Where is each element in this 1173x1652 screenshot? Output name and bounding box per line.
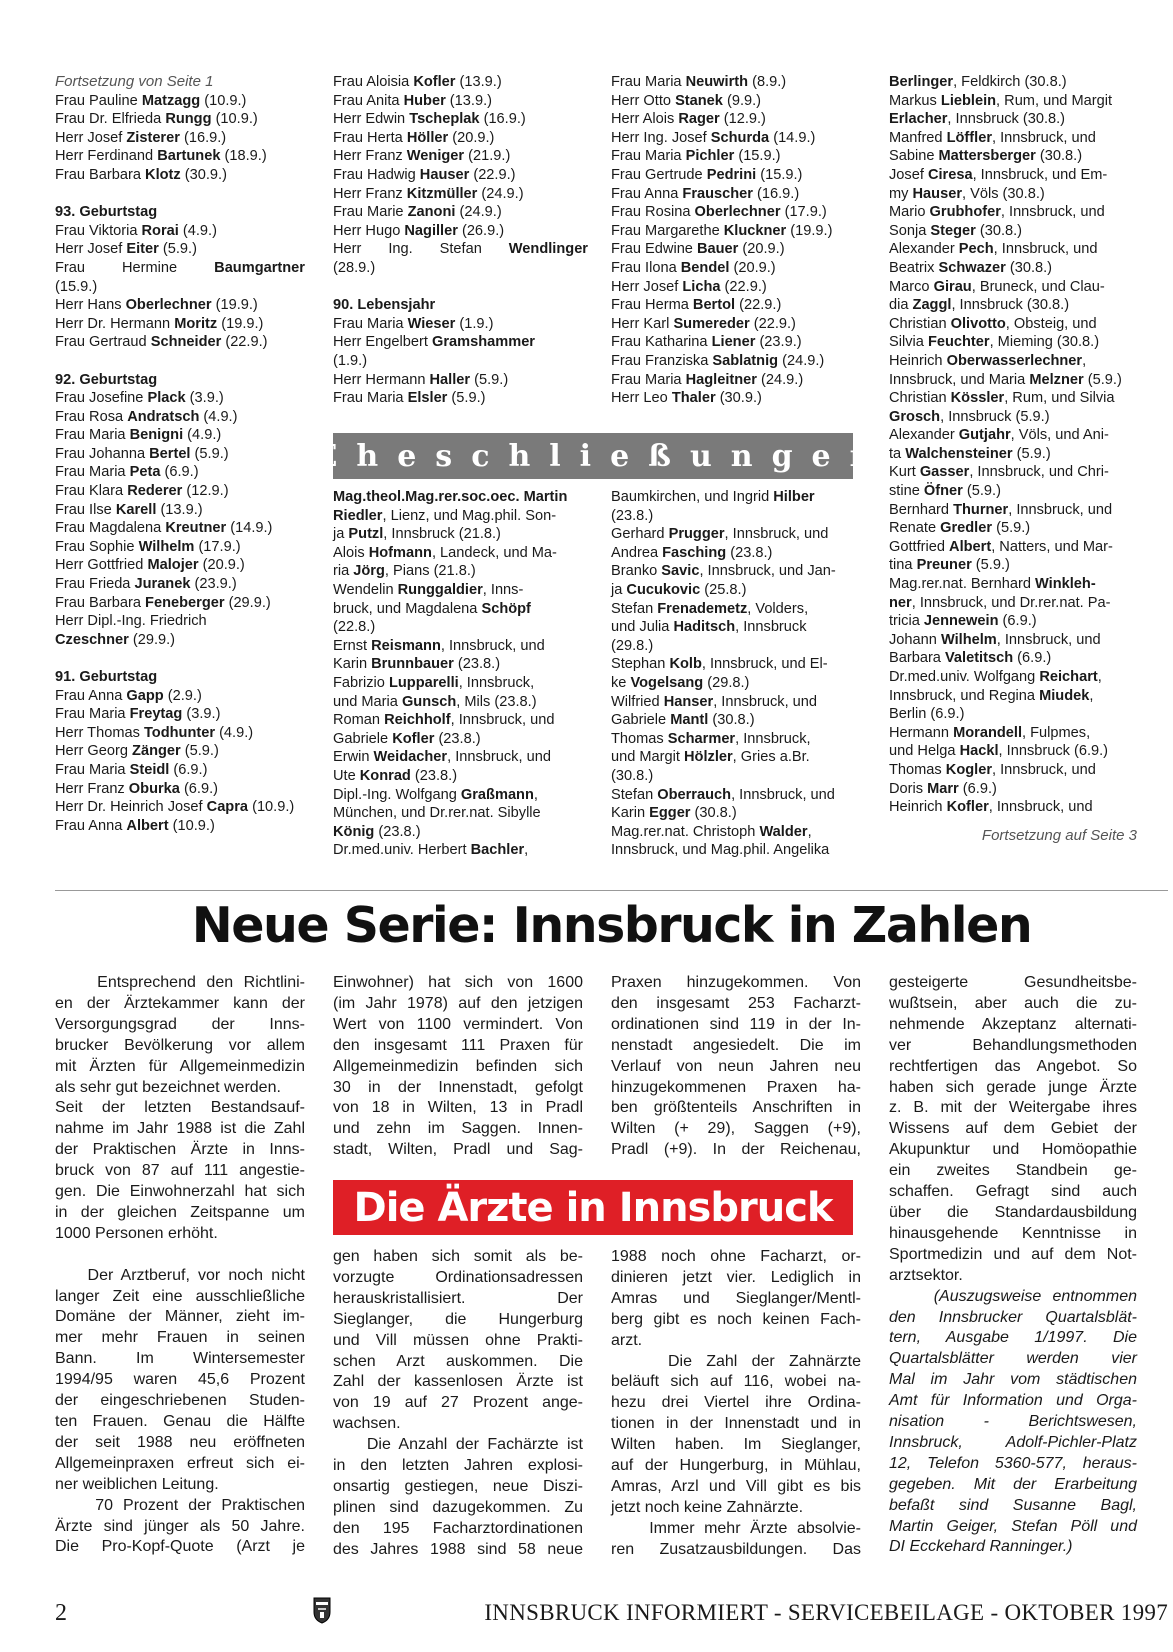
list-item: Herr Edwin Tscheplak (16.9.): [333, 111, 526, 128]
list-item: Alexander Pech, Innsbruck, und: [889, 241, 1098, 258]
text-line: jetzt noch keine Zahnärzte.: [611, 1498, 804, 1516]
text-line: tionen in der Innenstadt und in: [611, 1415, 861, 1433]
list-item: Wendelin Runggaldier, Inns-: [333, 581, 524, 598]
text-line: Wilten haben. Im Sieglanger,: [611, 1436, 861, 1454]
article-text: [611, 1247, 861, 1561]
text-line: en der Ärztekammer kann der: [55, 994, 305, 1012]
list-item: Frau Hermine Baumgartner: [55, 259, 305, 276]
section-divider: [55, 890, 1168, 891]
text-line: 30 in der Innenstadt, gefolgt: [333, 1078, 583, 1096]
text-line: den 195 Facharztordinationen: [333, 1519, 583, 1537]
text-line: Amras, Arzl und Vill gibt es bis: [611, 1477, 861, 1495]
list-item: Herr Ferdinand Bartunek (18.9.): [55, 148, 267, 165]
list-item: Frau Anita Huber (13.9.): [333, 92, 492, 109]
text-line: Wilten (+ 29), Saggen (+9),: [611, 1120, 861, 1138]
text-line: berg gibt es noch keinen Fach-: [611, 1310, 861, 1328]
column-birthdays-3: [611, 73, 866, 408]
list-item: Frau Ilse Karell (13.9.): [55, 501, 203, 518]
list-item: (1.9.): [333, 352, 368, 369]
article-headline: Neue Serie: Innsbruck in Zahlen: [191, 897, 1032, 954]
list-item: Herr Ing. Stefan Wendlinger: [333, 241, 588, 258]
list-item: Stephan Kolb, Innsbruck, und El-: [611, 656, 828, 673]
list-item: Herr Josef Zisterer (16.9.): [55, 129, 227, 146]
list-item: Frau Maria Hagleitner (24.9.): [611, 371, 804, 388]
text-line: und zehn im Saggen. Innen-: [333, 1120, 583, 1138]
list-item: Frau Maria Peta (6.9.): [55, 464, 199, 481]
text-line: Seit der letzten Bestandsauf-: [55, 1099, 305, 1117]
list-item: Frau Maria Pichler (15.9.): [611, 148, 781, 165]
list-item: Hermann Morandell, Fulpmes,: [889, 724, 1091, 741]
text-line: tern, Ausgabe 1/1997. Die: [889, 1329, 1137, 1347]
list-item: Herr Otto Stanek (9.9.): [611, 92, 762, 109]
list-item: und Julia Haditsch, Innsbruck: [611, 619, 807, 636]
list-item: Silvia Feuchter, Mieming (30.8.): [889, 334, 1100, 351]
list-item: Josef Ciresa, Innsbruck, und Em-: [889, 166, 1108, 183]
birthday-list: [55, 687, 305, 836]
list-item: Heinrich Oberwasserlechner,: [889, 352, 1087, 369]
text-line: ten Frauen. Genau die Hälfte: [55, 1413, 305, 1431]
list-item: Thomas Kogler, Innsbruck, und: [889, 761, 1096, 778]
list-item: Mag.rer.nat. Bernhard Winkleh-: [889, 576, 1096, 593]
list-item: tricia Jennewein (6.9.): [889, 613, 1037, 630]
text-line: gegeben. Mit der Erarbeitung: [889, 1475, 1137, 1493]
list-item: bruck, und Magdalena Schöpf: [333, 600, 531, 617]
text-line: 70 Prozent der Praktischen: [55, 1496, 305, 1514]
list-item: Frau Herma Bertol (22.9.): [611, 297, 782, 314]
text-line: mer mehr Frauen in seinen: [55, 1329, 305, 1347]
city-crest-icon: [312, 1596, 332, 1624]
list-item: Stefan Oberrauch, Innsbruck, und: [611, 786, 835, 803]
text-line: wußtsein, aber auch die zu-: [889, 994, 1137, 1012]
list-item: Frau Maria Steidl (6.9.): [55, 761, 208, 778]
text-line: 1994/95 waren 45,6 Prozent: [55, 1371, 305, 1389]
list-item: Frau Marie Zanoni (24.9.): [333, 204, 502, 221]
list-item: Frau Klara Rederer (12.9.): [55, 483, 229, 500]
list-item: Herr Georg Zänger (5.9.): [55, 743, 219, 760]
list-item: Frau Gertraud Schneider (22.9.): [55, 334, 268, 351]
text-line: ver Behandlungsmethoden: [889, 1036, 1137, 1054]
list-item: Andrea Fasching (23.8.): [611, 544, 773, 561]
article-source-note: [889, 1287, 1137, 1559]
list-item: (28.9.): [333, 259, 376, 276]
list-item: (22.8.): [333, 619, 376, 636]
list-item: König (23.8.): [333, 823, 421, 840]
list-item: Herr Hans Oberlechner (19.9.): [55, 297, 258, 314]
text-line: vorzugte Ordinationsadressen: [333, 1268, 583, 1286]
list-item: Ernst Reismann, Innsbruck, und: [333, 637, 545, 654]
text-line: ein zweites Standbein ge-: [889, 1162, 1137, 1180]
text-line: Zahl der kassenlosen Ärzte ist: [333, 1373, 583, 1391]
list-item: Herr Franz Weniger (21.9.): [333, 148, 511, 165]
list-item: Frau Maria Elsler (5.9.): [333, 390, 486, 407]
birthday-list: [55, 92, 305, 185]
publication-title: INNSBRUCK INFORMIERT - SERVICEBEILAGE - OKTOBER 1997: [484, 1600, 1168, 1625]
list-item: Manfred Löffler, Innsbruck, und: [889, 129, 1096, 146]
text-line: Allgemeinpraxen erfreut sich ei-: [55, 1454, 305, 1472]
text-line: in den letzten Jahren explosi-: [333, 1457, 583, 1475]
list-item: Frau Ilona Bendel (20.9.): [611, 259, 776, 276]
marriages-column-4: [889, 73, 1137, 845]
text-line: schaffen. Gefragt sind auch: [889, 1183, 1137, 1201]
article-column-2-bottom: [333, 1247, 583, 1561]
list-item: Fabrizio Lupparelli, Innsbruck,: [333, 674, 535, 691]
list-item: Frau Gertrude Pedrini (15.9.): [611, 166, 803, 183]
list-item: Alexander Gutjahr, Völs, und Ani-: [889, 427, 1109, 444]
list-item: Herr Leo Thaler (30.9.): [611, 390, 762, 407]
list-item: Kurt Gasser, Innsbruck, und Chri-: [889, 464, 1109, 481]
list-item: Karin Brunnbauer (23.8.): [333, 656, 501, 673]
text-line: brucker Bevölkerung vor allem: [55, 1036, 305, 1054]
list-item: Wilfried Hanser, Innsbruck, und: [611, 693, 818, 710]
list-item: Beatrix Schwazer (30.8.): [889, 259, 1053, 276]
list-item: Thomas Scharmer, Innsbruck,: [611, 730, 811, 747]
text-line: von 18 in Wilten, 13 in Pradl: [333, 1099, 583, 1117]
article-column-4: [889, 973, 1137, 1558]
text-line: z. B. mit der Weitergabe ihres: [889, 1099, 1137, 1117]
text-line: in der gleichen Zeitspanne um: [55, 1203, 305, 1221]
column-birthdays-1: [55, 73, 305, 835]
text-line: arzt.: [611, 1331, 643, 1349]
list-item: Herr Alois Rager (12.9.): [611, 111, 766, 128]
text-line: Domäne der Männer, zieht im-: [55, 1308, 305, 1326]
text-line: Der Arztberuf, vor noch nicht: [55, 1266, 305, 1284]
text-line: ben größtenteils Anschriften in: [611, 1099, 861, 1117]
text-line: Verlauf von neun Jahren neu: [611, 1057, 861, 1075]
text-line: Einwohner) hat sich von 1600: [333, 974, 583, 991]
article-column-2-top: [333, 973, 583, 1161]
text-line: gen haben sich somit als be-: [333, 1248, 583, 1265]
text-line: über die Standardausbildung: [889, 1203, 1137, 1221]
marriage-list: [611, 488, 861, 860]
paragraph-gap: [55, 1245, 305, 1266]
list-item: Czeschner (29.9.): [55, 631, 176, 648]
section-heading-93: 93. Geburtstag: [55, 204, 158, 221]
text-line: gesteigerte Gesundheitsbe-: [889, 974, 1137, 991]
marriages-column-2: [333, 488, 583, 860]
birthday-list: [55, 389, 305, 612]
birthday-list: [333, 73, 588, 240]
text-line: beläuft sich auf 116, wobei na-: [611, 1373, 861, 1391]
list-item: Frau Pauline Matzagg (10.9.): [55, 92, 247, 109]
marriage-list: [889, 73, 1137, 817]
list-item: Innsbruck, und Mag.phil. Angelika: [611, 842, 830, 859]
list-item: und Maria Gunsch, Mils (23.8.): [333, 693, 537, 710]
list-item: Herr Dr. Heinrich Josef Capra (10.9.): [55, 799, 295, 816]
list-item: Frau Aloisia Kofler (13.9.): [333, 74, 502, 90]
text-line: Innsbruck, Adolf-Pichler-Platz: [889, 1433, 1137, 1451]
text-line: Sieglanger, die Hungerburg: [333, 1310, 583, 1328]
list-item: Frau Maria Neuwirth (8.9.): [611, 74, 787, 90]
list-item: Bernhard Thurner, Innsbruck, und: [889, 501, 1113, 518]
list-item: Frau Margarethe Kluckner (19.9.): [611, 222, 833, 239]
list-item: Herr Franz Oburka (6.9.): [55, 780, 219, 797]
list-item: Herr Gottfried Malojer (20.9.): [55, 557, 245, 574]
article-column-3-top: [611, 973, 861, 1161]
list-item: Gottfried Albert, Natters, und Mar-: [889, 538, 1113, 555]
text-line: Die Zahl der Zahnärzte: [611, 1352, 861, 1370]
text-line: Praxen hinzugekommen. Von: [611, 974, 861, 991]
list-item: Frau Anna Gapp (2.9.): [55, 687, 202, 704]
text-line: auf der Hungerburg, in Mühlau,: [611, 1457, 861, 1475]
list-item: Frau Johanna Bertel (5.9.): [55, 445, 229, 462]
list-item: Frau Josefine Plack (3.9.): [55, 390, 224, 407]
list-item: Frau Hadwig Hauser (22.9.): [333, 166, 516, 183]
list-item: Gabriele Mantl (30.8.): [611, 712, 755, 729]
text-line: ordinationen sind 119 in der In-: [611, 1015, 861, 1033]
text-line: nenstadt angesiedelt. Die im: [611, 1036, 861, 1054]
list-item: Innsbruck, und Maria Melzner (5.9.): [889, 371, 1122, 388]
list-item: ta Walchensteiner (5.9.): [889, 445, 1051, 462]
list-item: (30.8.): [611, 767, 654, 784]
list-item: Heinrich Kofler, Innsbruck, und: [889, 799, 1093, 816]
page-number: 2: [55, 1600, 67, 1626]
text-line: der Praktischen Ärzte in Inns-: [55, 1141, 305, 1159]
list-item: Markus Lieblein, Rum, und Margit: [889, 92, 1113, 109]
list-item: und Helga Hackl, Innsbruck (6.9.): [889, 743, 1109, 760]
list-item: Innsbruck, und Regina Miudek,: [889, 687, 1094, 704]
birthday-list: [55, 222, 305, 259]
text-line: 12, Telefon 5360-577, heraus-: [889, 1454, 1137, 1472]
text-line: bruck von 87 auf 111 angestie-: [55, 1162, 305, 1180]
article-subheadline-banner: [333, 1180, 853, 1235]
text-line: langer Zeit eine ausschließliche: [55, 1287, 305, 1305]
text-line: als sehr gut bezeichnet werden.: [55, 1078, 281, 1096]
list-item: Frau Katharina Liener (23.9.): [611, 334, 802, 351]
list-item: Herr Hugo Nagiller (26.9.): [333, 222, 505, 239]
list-item: Gerhard Prugger, Innsbruck, und: [611, 526, 829, 543]
list-item: Frau Frieda Juranek (23.9.): [55, 576, 237, 593]
list-item: (29.8.): [611, 637, 654, 654]
list-item: Frau Barbara Feneberger (29.9.): [55, 594, 271, 611]
text-line: Immer mehr Ärzte absolvie-: [611, 1519, 861, 1537]
text-line: Die Anzahl der Fachärzte ist: [333, 1436, 583, 1454]
list-item: Frau Barbara Klotz (30.9.): [55, 166, 227, 183]
list-item: Herr Hermann Haller (5.9.): [333, 371, 509, 388]
birthday-list: [611, 73, 866, 408]
text-line: Akupunktur und Homöopathie: [889, 1141, 1137, 1159]
list-item: Frau Maria Benigni (4.9.): [55, 427, 222, 444]
page-footer: [55, 1600, 1168, 1630]
list-item: Sabine Mattersberger (30.8.): [889, 148, 1083, 165]
list-item: Grosch, Innsbruck (5.9.): [889, 408, 1050, 425]
article-text: [333, 973, 583, 1161]
text-line: wachsen.: [333, 1415, 401, 1433]
list-item: Frau Rosa Andratsch (4.9.): [55, 408, 238, 425]
continued-from-label: Fortsetzung von Seite 1: [55, 73, 214, 90]
text-line: Die Pro-Kopf-Quote (Arzt je: [55, 1538, 305, 1556]
birthday-list: [55, 296, 305, 352]
text-line: hinzugekommenen Praxen ha-: [611, 1078, 861, 1096]
list-item: Frau Edwine Bauer (20.9.): [611, 241, 785, 258]
list-item: dia Zaggl, Innsbruck (30.8.): [889, 297, 1070, 314]
text-line: ner weiblichen Leitung.: [55, 1475, 219, 1493]
text-line: nahme im Jahr 1988 ist die Zahl: [55, 1120, 305, 1138]
text-line: und Vill müssen ohne Prakti-: [333, 1331, 583, 1349]
text-line: plinen sind dazugekommen. Zu: [333, 1498, 583, 1516]
text-line: 1988 noch ohne Facharzt, or-: [611, 1248, 861, 1265]
text-line: Versorgungsgrad der Inns-: [55, 1015, 305, 1033]
text-line: Amras und Sieglanger/Mentl-: [611, 1289, 861, 1307]
list-item: Barbara Valetitsch (6.9.): [889, 650, 1052, 667]
text-line: 1000 Personen erhöht.: [55, 1224, 218, 1242]
text-line: befaßt sind Susanne Bagl,: [889, 1496, 1137, 1514]
text-line: der eingeschriebenen Studen-: [55, 1392, 305, 1410]
list-item: Herr Engelbert Gramshammer: [333, 334, 535, 351]
list-item: Baumkirchen, und Ingrid Hilber: [611, 489, 815, 505]
text-line: hinausgehende Kenntnisse in: [889, 1224, 1137, 1242]
list-item: my Hauser, Völs (30.8.): [889, 185, 1045, 202]
list-item: Herr Franz Kitzmüller (24.9.): [333, 185, 524, 202]
article-column-1: [55, 973, 305, 1558]
list-item: ja Cucukovic (25.8.): [611, 581, 747, 598]
text-line: Ärzte sind jünger als 50 Jahre.: [55, 1517, 305, 1535]
text-line: haben sich gerade junge Ärzte: [889, 1078, 1137, 1096]
list-item: Frau Herta Höller (20.9.): [333, 129, 495, 146]
text-line: dinieren jetzt vier. Lediglich in: [611, 1268, 861, 1286]
text-line: Wert von 1100 vermindert. Von: [333, 1015, 583, 1033]
list-item: Karin Egger (30.8.): [611, 805, 737, 822]
list-item: Frau Viktoria Rorai (4.9.): [55, 222, 217, 239]
list-item: Frau Magdalena Kreutner (14.9.): [55, 520, 273, 537]
list-item: stine Öfner (5.9.): [889, 483, 1001, 500]
text-line: onsartig gestiegen, neue Diszi-: [333, 1477, 583, 1495]
list-item: Frau Anna Albert (10.9.): [55, 817, 215, 834]
list-item: Mario Grubhofer, Innsbruck, und: [889, 204, 1105, 221]
list-item: (15.9.): [55, 278, 98, 295]
text-line: Wissens auf dem Gebiet der: [889, 1120, 1137, 1138]
section-heading-90: 90. Lebensjahr: [333, 297, 436, 314]
list-item: Herr Josef Licha (22.9.): [611, 278, 767, 295]
article-subheadline: Die Ärzte in Innsbruck: [353, 1184, 833, 1231]
list-item: Erlacher, Innsbruck (30.8.): [889, 111, 1066, 128]
list-item: Dipl.-Ing. Wolfgang Graßmann,: [333, 786, 538, 803]
text-line: hezu drei Viertel ihre Ordina-: [611, 1394, 861, 1412]
list-item: Frau Rosina Oberlechner (17.9.): [611, 204, 827, 221]
list-item: Stefan Frenademetz, Volders,: [611, 600, 809, 617]
list-item: Johann Wilhelm, Innsbruck, und: [889, 631, 1101, 648]
text-line: Allgemeinmedizin befinden sich: [333, 1057, 583, 1075]
text-line: Sportmedizin und auf dem Not-: [889, 1245, 1137, 1263]
text-line: Bann. Im Wintersemester: [55, 1350, 305, 1368]
text-line: schen Arzt auskommen. Die: [333, 1352, 583, 1370]
list-item: Erwin Weidacher, Innsbruck, und: [333, 749, 551, 766]
list-item: Mag.rer.nat. Christoph Walder,: [611, 823, 812, 840]
text-line: Martin Geiger, Stefan Pöll und: [889, 1517, 1137, 1535]
list-item: Mag.theol.Mag.rer.soc.oec. Martin: [333, 489, 568, 505]
text-line: nisation - Berichtswesen,: [889, 1413, 1137, 1431]
continued-on-label: Fortsetzung auf Seite 3: [981, 826, 1137, 844]
list-item: Doris Marr (6.9.): [889, 780, 997, 797]
list-item: Frau Anna Frauscher (16.9.): [611, 185, 800, 202]
list-item: Herr Thomas Todhunter (4.9.): [55, 724, 254, 741]
list-item: Ute Konrad (23.8.): [333, 767, 458, 784]
text-line: Pradl (+9). In der Reichenau,: [611, 1141, 861, 1159]
marriages-banner: [314, 433, 891, 479]
text-line: rechtfertigen das Angebot. So: [889, 1057, 1137, 1075]
text-line: nehmende Akzeptanz alternati-: [889, 1015, 1137, 1033]
text-line: arztsektor.: [889, 1266, 963, 1284]
list-item: Sonja Steger (30.8.): [889, 222, 1023, 239]
text-line: DI Ecckehard Ranninger.): [889, 1538, 1073, 1556]
list-item: Branko Savic, Innsbruck, und Jan-: [611, 563, 836, 580]
list-item: Herr Dr. Hermann Moritz (19.9.): [55, 315, 264, 332]
text-line: herauskristallisiert. Der: [333, 1289, 583, 1307]
list-item: Roman Reichholf, Innsbruck, und: [333, 712, 555, 729]
text-line: gen. Die Einwohnerzahl hat sich: [55, 1183, 305, 1201]
list-item: München, und Dr.rer.nat. Sibylle: [333, 805, 541, 822]
text-line: den insgesamt 111 Praxen für: [333, 1036, 583, 1054]
column-birthdays-2: [333, 73, 588, 408]
text-line: Mal im Jahr vom städtischen: [889, 1371, 1137, 1389]
list-item: (23.8.): [611, 507, 654, 524]
list-item: Christian Kössler, Rum, und Silvia: [889, 390, 1115, 407]
list-item: tina Preuner (5.9.): [889, 557, 1010, 574]
list-item: Frau Dr. Elfrieda Rungg (10.9.): [55, 111, 258, 128]
list-item: Frau Franziska Sablatnig (24.9.): [611, 352, 825, 369]
text-line: (im Jahr 1978) auf den jetzigen: [333, 994, 583, 1012]
list-item: ja Putzl, Innsbruck (21.8.): [333, 526, 501, 543]
list-item: ke Vogelsang (29.8.): [611, 674, 750, 691]
text-line: ren Zusatzausbildungen. Das: [611, 1540, 861, 1558]
list-item: Herr Dipl.-Ing. Friedrich: [55, 613, 207, 630]
text-line: den insgesamt 253 Facharzt-: [611, 994, 861, 1012]
list-item: Herr Karl Sumereder (22.9.): [611, 315, 796, 332]
marriages-banner-title: Eheschließungen: [314, 438, 891, 474]
list-item: Frau Maria Wieser (1.9.): [333, 315, 494, 332]
text-line: stadt, Wilten, Pradl und Sag-: [333, 1141, 583, 1159]
list-item: Renate Gredler (5.9.): [889, 520, 1031, 537]
text-line: mit Ärzten für Allgemeinmedizin: [55, 1057, 305, 1075]
article-text: [333, 1247, 583, 1561]
text-line: den Innsbrucker Quartalsblät-: [889, 1308, 1137, 1326]
article-text: [889, 973, 1137, 1287]
article-text: [55, 973, 305, 1558]
list-item: Frau Sophie Wilhelm (17.9.): [55, 538, 241, 555]
birthday-list: [333, 371, 588, 408]
text-line: Amt für Information und Orga-: [889, 1392, 1137, 1410]
list-item: Frau Maria Freytag (3.9.): [55, 706, 221, 723]
list-item: Dr.med.univ. Wolfgang Reichart,: [889, 669, 1102, 685]
article-text: [611, 973, 861, 1161]
section-heading-91: 91. Geburtstag: [55, 669, 158, 685]
list-item: Christian Olivotto, Obsteig, und: [889, 315, 1097, 332]
list-item: und Margit Hölzler, Gries a.Br.: [611, 749, 810, 766]
text-line: Entsprechend den Richtlini-: [55, 974, 305, 991]
list-item: Alois Hofmann, Landeck, und Ma-: [333, 544, 557, 561]
list-item: Berlinger, Feldkirch (30.8.): [889, 74, 1067, 90]
list-item: ria Jörg, Pians (21.8.): [333, 563, 476, 580]
list-item: Gabriele Kofler (23.8.): [333, 730, 481, 747]
list-item: Berlin (6.9.): [889, 706, 965, 723]
text-line: des Jahres 1988 sind 58 neue: [333, 1540, 583, 1558]
article-column-3-bottom: [611, 1247, 861, 1561]
section-heading-92: 92. Geburtstag: [55, 371, 158, 388]
list-item: Dr.med.univ. Herbert Bachler,: [333, 842, 529, 859]
list-item: ner, Innsbruck, und Dr.rer.nat. Pa-: [889, 594, 1111, 611]
marriage-list: [333, 488, 583, 860]
text-line: (Auszugsweise entnommen: [889, 1287, 1137, 1305]
list-item: Marco Girau, Bruneck, und Clau-: [889, 278, 1105, 295]
text-line: der seit 1988 neu eröffneten: [55, 1433, 305, 1451]
list-item: Herr Ing. Josef Schurda (14.9.): [611, 129, 816, 146]
list-item: Riedler, Lienz, und Mag.phil. Son-: [333, 507, 557, 524]
marriages-column-3: [611, 488, 861, 860]
text-line: von 19 auf 27 Prozent ange-: [333, 1394, 583, 1412]
list-item: Herr Josef Eiter (5.9.): [55, 241, 197, 258]
text-line: Quartalsblätter werden vier: [889, 1350, 1137, 1368]
